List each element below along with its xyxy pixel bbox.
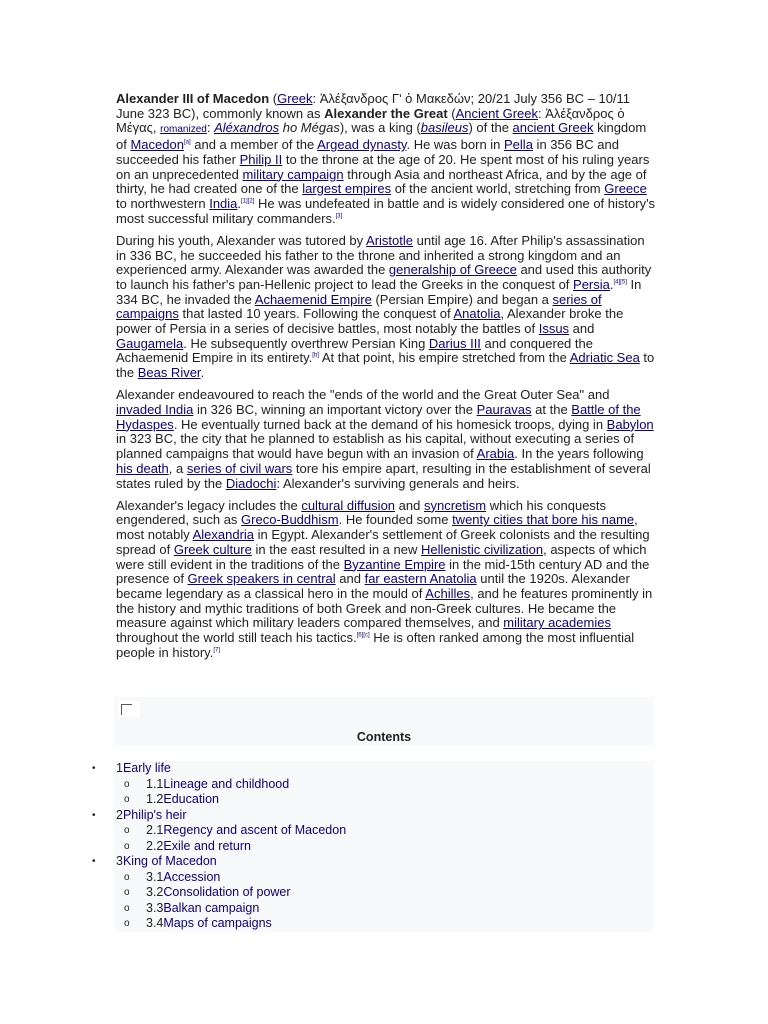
text: at the [531,402,572,418]
toc-item-number: 1.2 [146,792,164,806]
toc-item-link[interactable]: Accession [163,869,221,884]
circle-bullet-icon: o [124,794,130,805]
link-pella[interactable]: Pella [504,137,533,153]
toc-item-content [146,792,219,808]
link-cultural-diffusion[interactable]: cultural diffusion [301,497,396,513]
text: in the east resulted in a new [251,541,421,557]
link-achaemenid-empire[interactable]: Achaemenid Empire [254,291,372,307]
toc-item[interactable] [114,792,654,808]
toc-title: Contents [356,730,412,744]
link-pauravas[interactable]: Pauravas [476,402,532,418]
toc-item-number: 3.3 [146,900,164,915]
toc-item-content [146,870,220,886]
link-generalship-of-greece[interactable]: generalship of Greece [388,262,517,278]
text: : [206,120,215,136]
text: . He eventually turned back at the demand of his homesick troops, dying in [173,416,607,432]
link-argead-dynasty[interactable]: Argead dynasty [317,137,407,153]
text: : Alexander's surviving generals and heirs. [276,475,520,491]
link-syncretism[interactable]: syncretism [423,497,487,513]
text: in 323 BC, the city that he planned to establish as his capital, without executing a series of planned campaigns that would have begun with an invasion of [116,431,635,462]
link-largest-empires[interactable]: largest empires [302,181,392,197]
link-greece[interactable]: Greece [604,181,647,197]
text: , a [168,460,187,476]
text: ( [269,91,278,106]
toc-item-link[interactable]: Consolidation of power [163,885,291,899]
text: throughout the world still teach his tactics. [116,630,357,646]
link-series-of-campaigns[interactable]: series of campaigns [116,291,602,322]
toc-item[interactable] [114,777,654,793]
text: : Ἀλέξανδρος ὁ Μέγας, [116,105,625,136]
toc-item-link[interactable]: Early life [122,761,171,775]
toc-item-number: 3 [116,854,123,868]
text: tore his empire apart, resulting in the establishment of several states ruled by the [116,460,651,491]
toc-item-link[interactable]: Regency and ascent of Macedon [163,823,347,837]
text: and [569,321,595,337]
toc-item-number: 3.4 [146,916,164,930]
link-issus[interactable]: Issus [538,321,570,337]
link-greek[interactable]: Greek [277,91,313,106]
toc-item-content [146,777,289,793]
link-anatolia[interactable]: Anatolia [453,306,501,322]
toc-item-number: 3.2 [146,885,164,899]
toc-item-content [146,839,251,855]
toc-item[interactable] [114,901,654,917]
text: ho Mégas [279,120,340,136]
text: in 356 BC and succeeded his father [116,137,619,167]
text: until age 16. After Philip's assassination in 336 BC, he succeeded his father to the throne and inherited a strong kingdom and an experienced army. Alexander was awarded the [116,232,645,278]
link-philip-ii[interactable]: Philip II [239,151,283,167]
link-romanized[interactable]: romanized [160,124,207,136]
link-series-of-civil-wars[interactable]: series of civil wars [186,460,293,476]
circle-bullet-icon: o [124,778,130,790]
circle-bullet-icon: o [124,902,130,914]
text: , most notably [116,512,638,543]
circle-bullet-icon: o [124,840,130,852]
text: . [200,365,205,381]
link-ancient-greek[interactable]: Ancient Greek [455,105,538,121]
toc-item-link[interactable]: Exile and return [163,838,251,853]
link-greco-buddhism[interactable]: Greco-Buddhism [241,512,339,528]
text: Alexander's legacy includes the [116,497,302,513]
toc-item-number: 3.1 [146,869,164,884]
toc-item[interactable] [92,761,654,777]
text: . He subsequently overthrew Persian King [183,335,429,351]
text: During his youth, Alexander was tutored by [116,232,367,248]
toc-item-content [116,808,186,824]
paragraph-youth: During his youth, Alexander was tutored by Aristotle until age 16. After Philip's assassination in 336 BC, he succeeded his father to the throne and inherited a strong kingdom and an experienced army. Alexander was awarded the generalship of Greece and used this authority to launch his father's pan-Hellenic project to lead the Greeks in the conquest of Persia.[4][5] In 334 BC, he invaded the Achaemenid Empire (Persian Empire) and began a series of campaigns that lasted 10 years. Following the conquest of Anatolia, Alexander broke the power of Persia in a series of decisive battles, most notably the battles of Issus and Gaugamela. He subsequently overthrew Persian King Darius III and conquered the Achaemenid Empire in its entirety.[b] At that point, his empire stretched from the Adriatic Sea to the Beas River. [116,232,655,381]
bullet-icon: • [92,809,96,821]
text: which his conquests engendered, such as [116,497,607,528]
link-greek-culture[interactable]: Greek culture [173,541,252,557]
link-aristotle[interactable]: Aristotle [366,232,414,248]
link-hellenistic-civilization[interactable]: Hellenistic civilization [420,541,544,557]
toc-item[interactable] [114,870,654,886]
toc-item-number: 2.1 [146,823,164,837]
text: that lasted 10 years. Following the conquest of [178,306,454,322]
footnote-ref[interactable]: [6][c] [356,632,370,639]
link-military-academies[interactable]: military academies [503,615,611,631]
link-adriatic-sea[interactable]: Adriatic Sea [569,350,640,366]
paragraph-legacy [116,499,656,661]
text: and [335,571,365,587]
text: and used this authority to launch his father's pan-Hellenic project to lead the Greeks in the conquest of [116,262,652,292]
link-far-eastern-anatolia[interactable]: far eastern Anatolia [364,571,477,587]
link-twenty-cities[interactable]: twenty cities that bore his name [452,512,635,528]
text: : Ἀλέξανδρος Γʹ ὁ Μακεδών; 20/21 July 356 BC – 10/11 June 323 BC), commonly known as [116,91,631,121]
toc-item[interactable] [114,916,654,932]
text: . In the years following [514,446,644,462]
toc-item-link[interactable]: Education [163,792,219,806]
link-persia[interactable]: Persia [573,276,610,292]
text: through Asia and northeast Africa, and by the age of thirty, he had created one of the [116,166,647,197]
text: , and he features prominently in the history and mythic traditions of both Greek and non-Greek cultures. He became the measure against which military leaders compared themselves, and [116,586,653,631]
link-gaugamela[interactable]: Gaugamela [116,335,184,351]
link-diadochi[interactable]: Diadochi [225,475,277,491]
circle-bullet-icon: o [124,887,130,898]
link-babylon[interactable]: Babylon [606,416,654,432]
circle-bullet-icon: o [124,871,130,883]
text: kingdom of [116,120,647,153]
text: until the 1920s. Alexander became legendary as a classical hero in the mould of [116,571,630,601]
text: . He was born in [406,137,505,153]
toc-item-link[interactable]: Maps of campaigns [163,916,272,930]
toc-item-link[interactable]: Balkan campaign [163,900,260,915]
toc-item[interactable] [114,885,654,901]
toc-item[interactable] [114,839,654,855]
footnote-ref[interactable]: [3] [335,213,343,220]
toc-item-content [146,916,272,932]
text: to northwestern [116,195,210,211]
toc-item-content [146,885,291,901]
link-darius-iii[interactable]: Darius III [428,335,481,351]
text: At that point, his empire stretched from the [318,350,570,366]
link-india[interactable]: India [209,195,238,211]
paragraph-intro: Alexander III of Macedon (Greek: Ἀλέξανδρος Γʹ ὁ Μακεδών; 20/21 July 356 BC – 10/11 June 323 BC), commonly known as Alexander the Great (Ancient Greek: Ἀλέξανδρος ὁ Μέγας, romanized: Aléxandros ho Mégas), was a king (basileus) of the ancient Greek kingdom of Macedon[a] and a member of the Argead dynasty. He was born in Pella in 356 BC and succeeded his father Philip II to the throne at the age of 20. He spent most of his ruling years on an unprecedented military campaign through Asia and northeast Africa, and by the age of thirty, he had created one of the largest empires of the ancient world, stretching from Greece to northwestern India.[1][2] He was undefeated in battle and is widely considered one of history's most successful military commanders.[3] [116,91,656,226]
text: ( [447,105,456,121]
toc-item-link[interactable]: King of Macedon [122,854,217,868]
paragraph-india [116,388,656,491]
text: He is often ranked among the most influential people in history. [116,630,635,660]
link-byzantine-empire[interactable]: Byzantine Empire [343,556,446,572]
text: of the ancient world, stretching from [391,181,605,197]
toc-item-link[interactable]: Philip's heir [122,807,187,822]
toc-header [114,697,654,745]
article-body [116,92,656,668]
link-alexandros[interactable]: Aléxandros [214,120,280,136]
link-alexandria[interactable]: Alexandria [192,527,255,543]
text: Alexander endeavoured to reach the "ends of the world and the Great Outer Sea" and [116,387,610,403]
footnote-ref[interactable]: [7] [213,647,220,654]
link-greek-speakers[interactable]: Greek speakers in central [187,571,336,587]
toc-item-number: 2.2 [146,838,164,853]
circle-bullet-icon: o [124,825,130,836]
toc-item-number: 1 [116,761,123,775]
toc-item-link[interactable]: Lineage and childhood [163,776,290,791]
toc-item[interactable] [92,807,654,824]
link-invaded-india[interactable]: invaded India [116,402,194,418]
text: in 326 BC, winning an important victory over the [193,402,477,418]
toc-item[interactable] [114,823,654,839]
bullet-icon: • [92,763,96,774]
toc-item-content [146,901,259,917]
text: and conquered the Achaemenid Empire in its entirety. [116,335,593,366]
article-subject: Alexander III of Macedon [116,91,270,106]
toc-item-number: 2 [116,807,123,822]
toc-item-number: 1.1 [146,776,164,791]
toc-item-content [116,854,217,870]
checkbox-icon [121,704,132,715]
footnote-ref[interactable]: [a] [183,139,191,146]
footnote-ref[interactable]: [4][5] [613,279,627,286]
footnote-ref[interactable]: [b] [312,353,319,360]
text: ) of the [468,120,513,136]
link-military-campaign[interactable]: military campaign [242,166,344,182]
link-arabia[interactable]: Arabia [476,446,515,462]
text: , Alexander broke the power of Persia in a series of decisive battles, most notably the battles of [116,306,624,337]
link-macedon[interactable]: Macedon [130,137,184,153]
text: ), was a king ( [339,120,421,136]
text: He was undefeated in battle and is widely considered one of history's most successful military commanders. [116,195,656,226]
common-name: Alexander the Great [324,105,448,121]
text: (Persian Empire) and began a [371,291,553,307]
text: and [395,497,424,513]
footnote-ref[interactable]: [1][2] [241,198,255,205]
text: to the throne at the age of 20. He spent most of his ruling years on an unprecedented [116,151,650,182]
text: and a member of the [190,137,318,153]
text: to the [116,350,655,381]
text: in Egypt. Alexander's settlement of Greek colonists and the resulting spread of [116,527,650,557]
toc-item-content [146,823,346,839]
text: , aspects of which were still evident in the traditions of the [116,541,647,572]
link-achilles[interactable]: Achilles [425,586,471,601]
toc-toggle-checkbox[interactable] [118,701,140,717]
bullet-icon: • [92,856,96,867]
link-his-death[interactable]: his death [116,460,169,476]
link-basileus[interactable]: basileus [420,120,469,136]
text: . He founded some [338,512,453,528]
toc-item-content [116,761,171,777]
text: In 334 BC, he invaded the [116,276,642,307]
toc-item[interactable] [92,854,654,870]
text: in the mid-15th century AD and the presence of [116,556,650,587]
link-beas-river[interactable]: Beas River [137,365,201,381]
link-battle-of-the-hydaspes[interactable]: Battle of the Hydaspes [116,402,641,432]
link-ancient-greek-kingdom[interactable]: ancient Greek [512,120,594,136]
circle-bullet-icon: o [124,918,130,929]
